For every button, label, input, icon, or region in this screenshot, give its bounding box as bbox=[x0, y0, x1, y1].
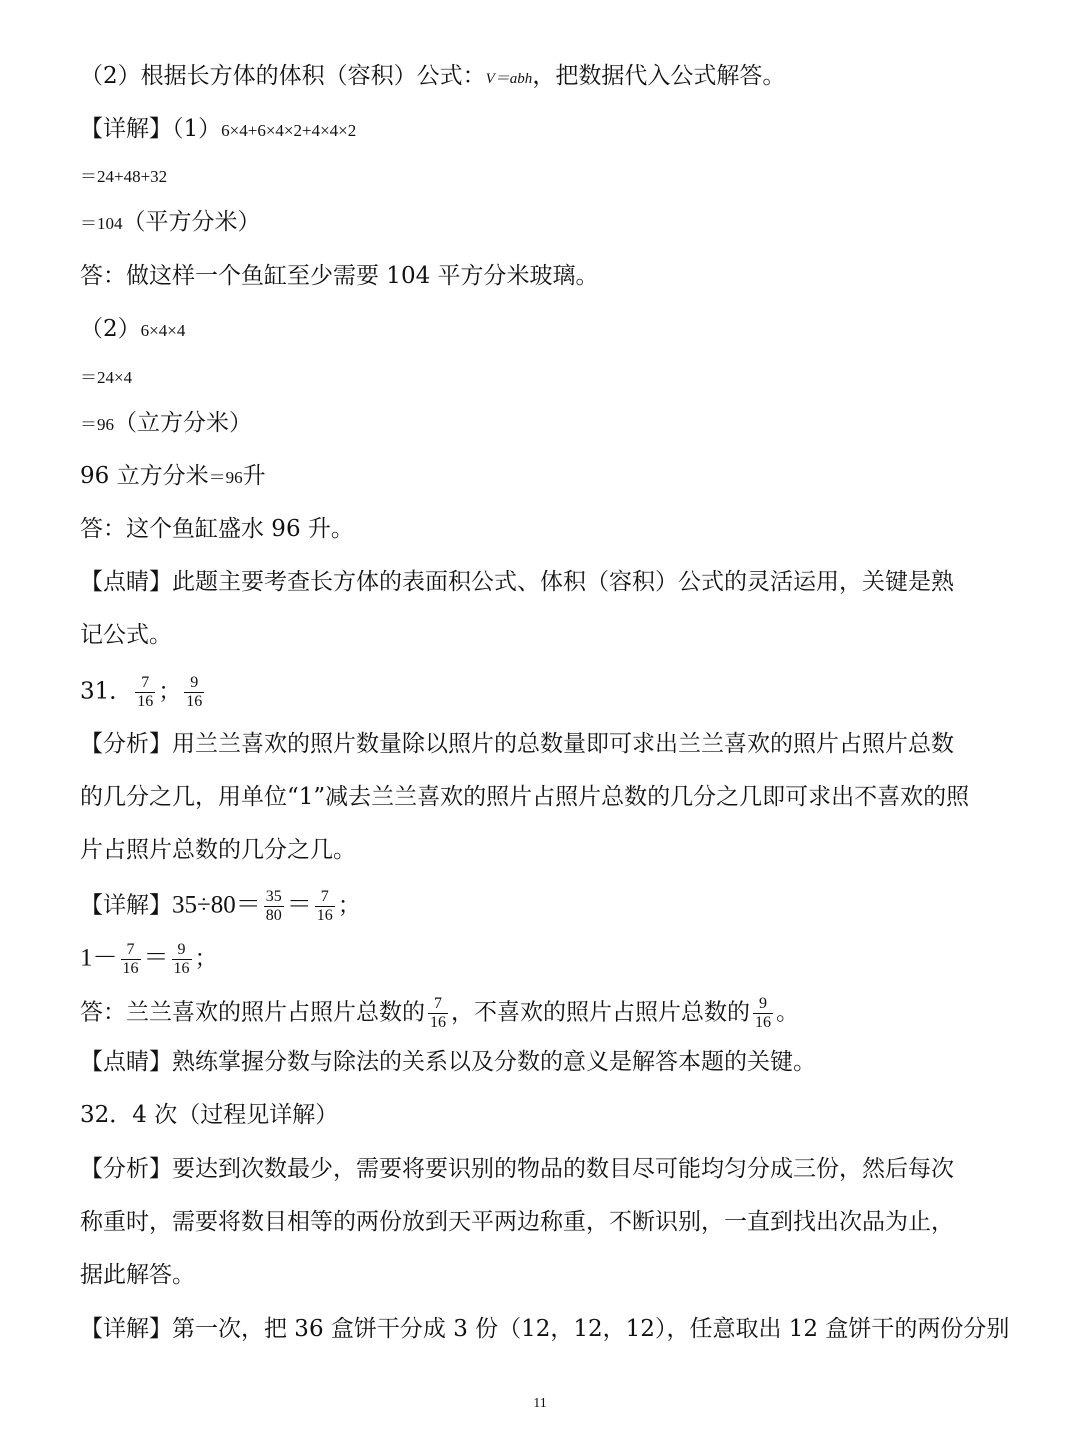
answer-line: 答：做这样一个鱼缸至少需要 104 平方分米玻璃。 bbox=[80, 263, 599, 289]
text-line: 的几分之几，用单位“1”减去兰兰喜欢的照片占照片总数的几分之几即可求出不喜欢的照 bbox=[80, 784, 970, 810]
answer-line: 答：兰兰喜欢的照片占照片总数的 $\frac{7}{16}$ ，不喜欢的照片占照片总数的 $\frac{9}{16}$ 。 bbox=[80, 995, 799, 1031]
math-line: ＝96（立方分米） bbox=[80, 410, 252, 436]
answer-line: 答：这个鱼缸盛水 96 升。 bbox=[80, 516, 354, 542]
text-line: 记公式。 bbox=[80, 622, 172, 648]
fraction: $\frac{7}{16}$ bbox=[122, 941, 139, 977]
fraction: $\frac{9}{16}$ bbox=[755, 995, 771, 1031]
fraction: $\frac{35}{80}$ bbox=[265, 888, 282, 924]
text-line: 96 立方分米＝96升 bbox=[80, 463, 266, 489]
text-line: 据此解答。 bbox=[80, 1262, 195, 1288]
text-line: （2）根据长方体的体积（容积）公式：V＝abh，把数据代入公式解答。 bbox=[80, 63, 786, 89]
text-line: 【点睛】熟练掌握分数与除法的关系以及分数的意义是解答本题的关键。 bbox=[80, 1049, 816, 1075]
math-line: ＝24×4 bbox=[80, 368, 133, 387]
text-line: 【点睛】此题主要考查长方体的表面积公式、体积（容积）公式的灵活运用，关键是熟 bbox=[80, 569, 954, 595]
text-line: 【详解】（1）6×4+6×4×2+4×4×2 bbox=[80, 116, 357, 142]
text-line: 【分析】用兰兰喜欢的照片数量除以照片的总数量即可求出兰兰喜欢的照片占照片总数 bbox=[80, 731, 954, 757]
math-line: ＝104（平方分米） bbox=[80, 209, 261, 235]
text-line: 【详解】35÷80＝ $\frac{35}{80}$ ＝ $\frac{7}{16}$ ； bbox=[80, 888, 361, 924]
question-heading: 31． $\frac{7}{16}$ ； $\frac{9}{16}$ bbox=[80, 674, 203, 710]
fraction: $\frac{7}{16}$ bbox=[137, 674, 154, 710]
text-line: 1－ $\frac{7}{16}$ ＝ $\frac{9}{16}$ ； bbox=[80, 941, 218, 977]
page-number: 11 bbox=[533, 1396, 547, 1411]
volume-formula: V＝abh bbox=[485, 71, 533, 87]
text-line: 片占照片总数的几分之几。 bbox=[80, 837, 356, 863]
fraction: $\frac{7}{16}$ bbox=[316, 888, 333, 924]
math-line: ＝24+48+32 bbox=[80, 167, 168, 186]
fraction: $\frac{9}{16}$ bbox=[173, 941, 190, 977]
fraction: $\frac{7}{16}$ bbox=[430, 995, 446, 1031]
text-line: 【详解】第一次，把 36 盒饼干分成 3 份（12，12，12），任意取出 12 盒饼干的两份分别 bbox=[80, 1316, 1010, 1342]
text-line: 【分析】要达到次数最少，需要将要识别的物品的数目尽可能均匀分成三份，然后每次 bbox=[80, 1156, 954, 1182]
fraction: $\frac{9}{16}$ bbox=[186, 674, 203, 710]
text-line: 称重时，需要将数目相等的两份放到天平两边称重，不断识别，一直到找出次品为止， bbox=[80, 1209, 954, 1235]
question-heading: 32．4 次（过程见详解） bbox=[80, 1102, 339, 1128]
text-line: （2）6×4×4 bbox=[80, 316, 186, 342]
